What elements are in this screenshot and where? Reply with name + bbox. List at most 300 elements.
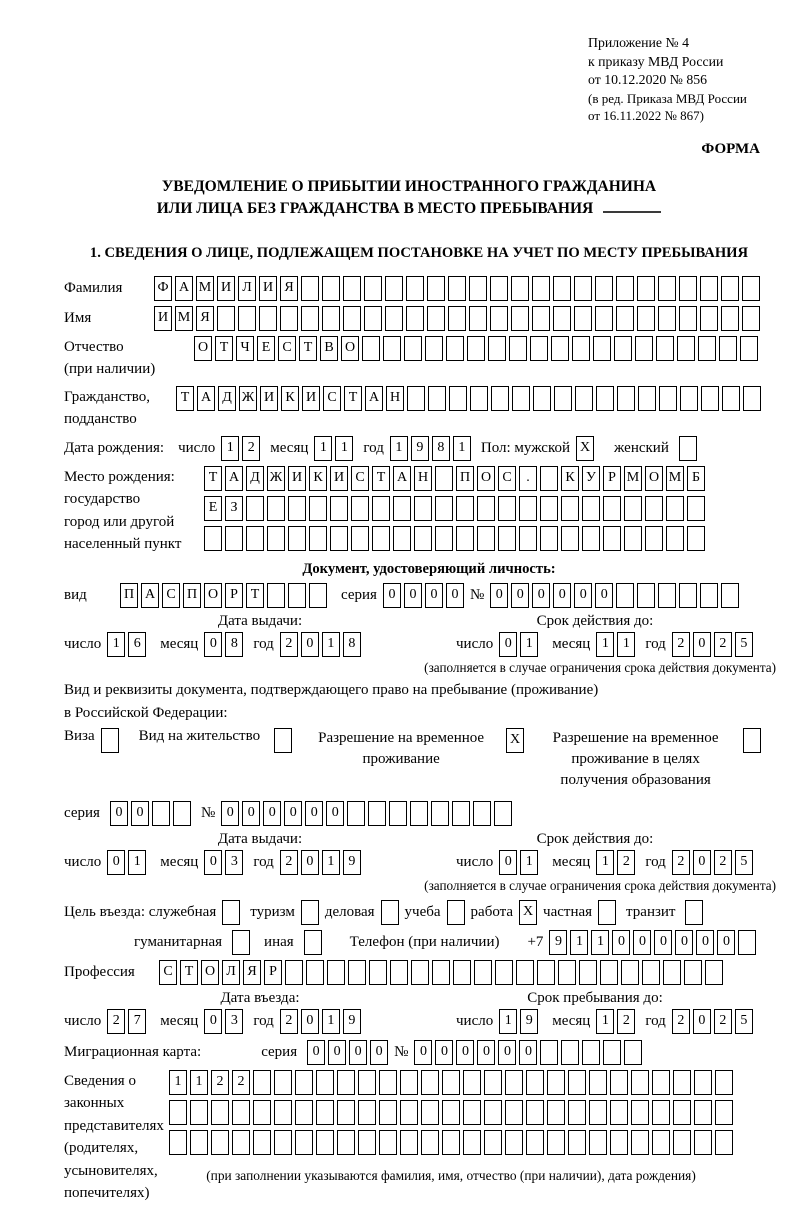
char-cell[interactable] <box>393 526 411 551</box>
name-input[interactable] <box>154 306 760 331</box>
char-cell[interactable] <box>740 336 758 361</box>
char-cell[interactable] <box>673 1100 691 1125</box>
char-cell[interactable]: Л <box>238 276 256 301</box>
char-cell[interactable] <box>540 466 558 491</box>
purpose-official-checkbox[interactable] <box>222 900 240 925</box>
char-cell[interactable] <box>616 276 634 301</box>
char-cell[interactable] <box>488 336 506 361</box>
char-cell[interactable]: К <box>281 386 299 411</box>
char-cell[interactable]: О <box>204 583 222 608</box>
char-cell[interactable]: 1 <box>128 850 146 875</box>
char-cell[interactable]: О <box>201 960 219 985</box>
char-cell[interactable]: 0 <box>498 1040 516 1065</box>
id-number-input[interactable] <box>490 583 739 608</box>
char-cell[interactable] <box>447 900 465 925</box>
char-cell[interactable]: 8 <box>432 436 450 461</box>
char-cell[interactable]: Ф <box>154 276 172 301</box>
char-cell[interactable] <box>330 526 348 551</box>
char-cell[interactable] <box>432 960 450 985</box>
char-cell[interactable]: 9 <box>520 1009 538 1034</box>
char-cell[interactable]: 8 <box>225 632 243 657</box>
char-cell[interactable] <box>169 1100 187 1125</box>
char-cell[interactable]: 0 <box>349 1040 367 1065</box>
char-cell[interactable] <box>435 526 453 551</box>
char-cell[interactable]: 0 <box>301 850 319 875</box>
purpose-work-checkbox[interactable] <box>519 900 537 925</box>
res-issue-year-input[interactable] <box>280 850 361 875</box>
char-cell[interactable]: 2 <box>107 1009 125 1034</box>
char-cell[interactable] <box>385 276 403 301</box>
char-cell[interactable] <box>624 526 642 551</box>
char-cell[interactable] <box>547 1070 565 1095</box>
char-cell[interactable]: 0 <box>675 930 693 955</box>
char-cell[interactable] <box>687 526 705 551</box>
char-cell[interactable] <box>372 496 390 521</box>
char-cell[interactable] <box>582 1040 600 1065</box>
char-cell[interactable] <box>652 1100 670 1125</box>
char-cell[interactable] <box>410 801 428 826</box>
char-cell[interactable]: М <box>196 276 214 301</box>
char-cell[interactable] <box>603 526 621 551</box>
char-cell[interactable]: 0 <box>693 850 711 875</box>
char-cell[interactable]: 2 <box>232 1070 250 1095</box>
char-cell[interactable]: Т <box>215 336 233 361</box>
char-cell[interactable] <box>589 1130 607 1155</box>
char-cell[interactable] <box>442 1070 460 1095</box>
char-cell[interactable] <box>721 583 739 608</box>
char-cell[interactable] <box>400 1070 418 1095</box>
char-cell[interactable] <box>348 960 366 985</box>
char-cell[interactable] <box>484 1100 502 1125</box>
char-cell[interactable] <box>687 496 705 521</box>
char-cell[interactable]: Н <box>414 466 432 491</box>
char-cell[interactable]: Б <box>687 466 705 491</box>
char-cell[interactable] <box>610 1100 628 1125</box>
char-cell[interactable] <box>309 496 327 521</box>
char-cell[interactable] <box>358 1100 376 1125</box>
char-cell[interactable] <box>659 386 677 411</box>
char-cell[interactable]: 0 <box>511 583 529 608</box>
char-cell[interactable]: Е <box>204 496 222 521</box>
char-cell[interactable] <box>435 466 453 491</box>
stay-day-input[interactable] <box>499 1009 538 1034</box>
char-cell[interactable] <box>358 1130 376 1155</box>
char-cell[interactable]: 2 <box>617 1009 635 1034</box>
char-cell[interactable]: 0 <box>414 1040 432 1065</box>
res-valid-month-input[interactable] <box>596 850 635 875</box>
char-cell[interactable] <box>288 496 306 521</box>
char-cell[interactable] <box>309 583 327 608</box>
char-cell[interactable] <box>490 276 508 301</box>
char-cell[interactable]: 2 <box>672 850 690 875</box>
char-cell[interactable] <box>742 306 760 331</box>
char-cell[interactable] <box>253 1100 271 1125</box>
char-cell[interactable]: И <box>302 386 320 411</box>
purpose-business-checkbox[interactable] <box>381 900 399 925</box>
char-cell[interactable]: А <box>175 276 193 301</box>
char-cell[interactable]: Р <box>603 466 621 491</box>
char-cell[interactable]: А <box>141 583 159 608</box>
char-cell[interactable] <box>456 526 474 551</box>
char-cell[interactable] <box>715 1130 733 1155</box>
char-cell[interactable] <box>327 960 345 985</box>
char-cell[interactable]: 0 <box>446 583 464 608</box>
char-cell[interactable] <box>595 276 613 301</box>
char-cell[interactable]: 2 <box>714 850 732 875</box>
entry-day-input[interactable] <box>107 1009 146 1034</box>
char-cell[interactable] <box>743 728 761 753</box>
id-valid-year-input[interactable] <box>672 632 753 657</box>
char-cell[interactable] <box>295 1070 313 1095</box>
profession-input[interactable] <box>159 960 723 985</box>
char-cell[interactable] <box>600 960 618 985</box>
char-cell[interactable] <box>467 336 485 361</box>
char-cell[interactable] <box>663 960 681 985</box>
stay-year-input[interactable] <box>672 1009 753 1034</box>
char-cell[interactable] <box>343 306 361 331</box>
char-cell[interactable] <box>253 1070 271 1095</box>
char-cell[interactable] <box>511 306 529 331</box>
char-cell[interactable] <box>677 336 695 361</box>
char-cell[interactable] <box>484 1130 502 1155</box>
char-cell[interactable] <box>595 306 613 331</box>
birth-month-input[interactable] <box>314 436 353 461</box>
char-cell[interactable]: Е <box>257 336 275 361</box>
char-cell[interactable] <box>505 1100 523 1125</box>
char-cell[interactable] <box>295 1100 313 1125</box>
char-cell[interactable]: С <box>159 960 177 985</box>
char-cell[interactable] <box>301 306 319 331</box>
char-cell[interactable]: 9 <box>411 436 429 461</box>
char-cell[interactable] <box>253 1130 271 1155</box>
representatives-row1-input[interactable] <box>169 1070 733 1095</box>
char-cell[interactable] <box>431 801 449 826</box>
char-cell[interactable] <box>603 1040 621 1065</box>
char-cell[interactable] <box>526 1070 544 1095</box>
mc-series-input[interactable] <box>307 1040 388 1065</box>
visa-checkbox[interactable] <box>101 728 119 753</box>
char-cell[interactable]: 1 <box>520 632 538 657</box>
char-cell[interactable]: О <box>477 466 495 491</box>
char-cell[interactable] <box>267 583 285 608</box>
char-cell[interactable] <box>705 960 723 985</box>
char-cell[interactable]: О <box>645 466 663 491</box>
char-cell[interactable]: 1 <box>335 436 353 461</box>
res-valid-year-input[interactable] <box>672 850 753 875</box>
char-cell[interactable] <box>540 1040 558 1065</box>
char-cell[interactable] <box>190 1130 208 1155</box>
char-cell[interactable] <box>463 1100 481 1125</box>
char-cell[interactable] <box>379 1070 397 1095</box>
char-cell[interactable] <box>259 306 277 331</box>
char-cell[interactable] <box>680 386 698 411</box>
res-number-input[interactable] <box>221 801 512 826</box>
char-cell[interactable] <box>448 306 466 331</box>
char-cell[interactable]: 2 <box>714 632 732 657</box>
char-cell[interactable] <box>477 496 495 521</box>
char-cell[interactable] <box>533 386 551 411</box>
char-cell[interactable] <box>477 526 495 551</box>
char-cell[interactable]: И <box>259 276 277 301</box>
char-cell[interactable]: 2 <box>280 850 298 875</box>
sex-male-checkbox[interactable] <box>576 436 594 461</box>
char-cell[interactable] <box>368 801 386 826</box>
char-cell[interactable]: Я <box>280 276 298 301</box>
char-cell[interactable] <box>379 1100 397 1125</box>
patronymic-input[interactable] <box>194 336 758 361</box>
char-cell[interactable] <box>322 276 340 301</box>
char-cell[interactable]: Н <box>386 386 404 411</box>
char-cell[interactable]: 3 <box>225 850 243 875</box>
char-cell[interactable] <box>301 276 319 301</box>
char-cell[interactable]: 0 <box>499 632 517 657</box>
char-cell[interactable] <box>347 801 365 826</box>
char-cell[interactable] <box>582 496 600 521</box>
char-cell[interactable] <box>232 1130 250 1155</box>
char-cell[interactable] <box>575 386 593 411</box>
char-cell[interactable] <box>322 306 340 331</box>
char-cell[interactable]: X <box>576 436 594 461</box>
char-cell[interactable] <box>532 276 550 301</box>
char-cell[interactable]: Т <box>246 583 264 608</box>
char-cell[interactable]: 0 <box>435 1040 453 1065</box>
char-cell[interactable] <box>537 960 555 985</box>
char-cell[interactable]: 2 <box>280 632 298 657</box>
char-cell[interactable]: Ж <box>239 386 257 411</box>
char-cell[interactable] <box>238 306 256 331</box>
purpose-tourism-checkbox[interactable] <box>301 900 319 925</box>
char-cell[interactable]: 0 <box>301 632 319 657</box>
char-cell[interactable] <box>738 930 756 955</box>
char-cell[interactable] <box>495 960 513 985</box>
char-cell[interactable]: У <box>582 466 600 491</box>
char-cell[interactable] <box>722 386 740 411</box>
char-cell[interactable] <box>389 801 407 826</box>
char-cell[interactable]: В <box>320 336 338 361</box>
char-cell[interactable] <box>598 900 616 925</box>
char-cell[interactable] <box>369 960 387 985</box>
char-cell[interactable] <box>232 1100 250 1125</box>
char-cell[interactable]: 0 <box>383 583 401 608</box>
char-cell[interactable] <box>211 1130 229 1155</box>
char-cell[interactable]: 0 <box>305 801 323 826</box>
char-cell[interactable]: 2 <box>617 850 635 875</box>
char-cell[interactable]: 0 <box>519 1040 537 1065</box>
char-cell[interactable] <box>285 960 303 985</box>
char-cell[interactable] <box>301 900 319 925</box>
char-cell[interactable] <box>393 496 411 521</box>
char-cell[interactable]: М <box>666 466 684 491</box>
char-cell[interactable]: 0 <box>490 583 508 608</box>
char-cell[interactable]: 1 <box>596 632 614 657</box>
mc-number-input[interactable] <box>414 1040 642 1065</box>
char-cell[interactable]: А <box>225 466 243 491</box>
char-cell[interactable]: Д <box>218 386 236 411</box>
char-cell[interactable] <box>700 276 718 301</box>
char-cell[interactable] <box>470 386 488 411</box>
char-cell[interactable]: 2 <box>714 1009 732 1034</box>
char-cell[interactable] <box>309 526 327 551</box>
char-cell[interactable] <box>743 386 761 411</box>
temp-residence-edu-checkbox[interactable] <box>743 728 761 753</box>
char-cell[interactable] <box>484 1070 502 1095</box>
char-cell[interactable] <box>684 960 702 985</box>
char-cell[interactable]: А <box>365 386 383 411</box>
char-cell[interactable] <box>554 386 572 411</box>
char-cell[interactable] <box>316 1100 334 1125</box>
char-cell[interactable]: 0 <box>328 1040 346 1065</box>
char-cell[interactable] <box>512 386 530 411</box>
char-cell[interactable]: X <box>519 900 537 925</box>
char-cell[interactable]: 1 <box>221 436 239 461</box>
char-cell[interactable]: 0 <box>110 801 128 826</box>
char-cell[interactable] <box>304 930 322 955</box>
char-cell[interactable] <box>274 1130 292 1155</box>
char-cell[interactable]: Я <box>243 960 261 985</box>
char-cell[interactable] <box>656 336 674 361</box>
char-cell[interactable]: 5 <box>735 632 753 657</box>
char-cell[interactable]: 0 <box>425 583 443 608</box>
char-cell[interactable] <box>449 386 467 411</box>
char-cell[interactable] <box>337 1100 355 1125</box>
char-cell[interactable] <box>621 960 639 985</box>
char-cell[interactable]: 0 <box>307 1040 325 1065</box>
char-cell[interactable]: 0 <box>612 930 630 955</box>
char-cell[interactable] <box>101 728 119 753</box>
char-cell[interactable]: Т <box>180 960 198 985</box>
purpose-study-checkbox[interactable] <box>447 900 465 925</box>
char-cell[interactable] <box>603 496 621 521</box>
char-cell[interactable] <box>274 728 292 753</box>
char-cell[interactable] <box>624 1040 642 1065</box>
char-cell[interactable]: О <box>194 336 212 361</box>
purpose-humanitarian-checkbox[interactable] <box>232 930 250 955</box>
char-cell[interactable] <box>509 336 527 361</box>
char-cell[interactable] <box>274 1100 292 1125</box>
char-cell[interactable]: 2 <box>211 1070 229 1095</box>
temp-residence-checkbox[interactable] <box>506 728 524 753</box>
char-cell[interactable] <box>446 336 464 361</box>
char-cell[interactable] <box>637 306 655 331</box>
char-cell[interactable] <box>246 526 264 551</box>
char-cell[interactable] <box>427 306 445 331</box>
char-cell[interactable] <box>658 583 676 608</box>
char-cell[interactable] <box>561 1040 579 1065</box>
char-cell[interactable]: Т <box>204 466 222 491</box>
char-cell[interactable]: 1 <box>190 1070 208 1095</box>
char-cell[interactable] <box>673 1130 691 1155</box>
char-cell[interactable] <box>225 526 243 551</box>
char-cell[interactable] <box>700 583 718 608</box>
char-cell[interactable]: М <box>624 466 642 491</box>
char-cell[interactable] <box>635 336 653 361</box>
char-cell[interactable] <box>217 306 235 331</box>
char-cell[interactable]: 7 <box>128 1009 146 1034</box>
char-cell[interactable] <box>558 960 576 985</box>
char-cell[interactable]: . <box>519 466 537 491</box>
entry-month-input[interactable] <box>204 1009 243 1034</box>
char-cell[interactable] <box>494 801 512 826</box>
char-cell[interactable] <box>169 1130 187 1155</box>
char-cell[interactable] <box>553 276 571 301</box>
char-cell[interactable] <box>498 496 516 521</box>
char-cell[interactable] <box>638 386 656 411</box>
char-cell[interactable]: С <box>498 466 516 491</box>
char-cell[interactable] <box>658 276 676 301</box>
char-cell[interactable]: А <box>393 466 411 491</box>
char-cell[interactable]: 0 <box>532 583 550 608</box>
char-cell[interactable]: 0 <box>693 1009 711 1034</box>
id-series-input[interactable] <box>383 583 464 608</box>
char-cell[interactable] <box>631 1130 649 1155</box>
char-cell[interactable] <box>381 900 399 925</box>
char-cell[interactable]: 0 <box>301 1009 319 1034</box>
char-cell[interactable]: 2 <box>280 1009 298 1034</box>
char-cell[interactable] <box>343 276 361 301</box>
char-cell[interactable] <box>473 801 491 826</box>
char-cell[interactable]: К <box>561 466 579 491</box>
char-cell[interactable]: П <box>183 583 201 608</box>
char-cell[interactable]: Р <box>264 960 282 985</box>
char-cell[interactable]: И <box>154 306 172 331</box>
char-cell[interactable] <box>222 900 240 925</box>
char-cell[interactable] <box>698 336 716 361</box>
char-cell[interactable]: 0 <box>370 1040 388 1065</box>
char-cell[interactable] <box>694 1130 712 1155</box>
char-cell[interactable] <box>574 276 592 301</box>
char-cell[interactable] <box>582 526 600 551</box>
entry-year-input[interactable] <box>280 1009 361 1034</box>
char-cell[interactable] <box>645 526 663 551</box>
char-cell[interactable] <box>316 1070 334 1095</box>
char-cell[interactable] <box>316 1130 334 1155</box>
char-cell[interactable] <box>505 1070 523 1095</box>
char-cell[interactable] <box>379 1130 397 1155</box>
char-cell[interactable]: М <box>175 306 193 331</box>
char-cell[interactable] <box>306 960 324 985</box>
char-cell[interactable]: 0 <box>693 632 711 657</box>
char-cell[interactable]: Д <box>246 466 264 491</box>
char-cell[interactable] <box>532 306 550 331</box>
char-cell[interactable] <box>411 960 429 985</box>
char-cell[interactable] <box>288 583 306 608</box>
representatives-row2-input[interactable] <box>169 1100 733 1125</box>
id-issue-day-input[interactable] <box>107 632 146 657</box>
char-cell[interactable]: 0 <box>595 583 613 608</box>
res-valid-day-input[interactable] <box>499 850 538 875</box>
char-cell[interactable] <box>330 496 348 521</box>
birth-year-input[interactable] <box>390 436 471 461</box>
char-cell[interactable] <box>637 583 655 608</box>
char-cell[interactable] <box>414 496 432 521</box>
char-cell[interactable] <box>658 306 676 331</box>
char-cell[interactable]: 9 <box>343 1009 361 1034</box>
purpose-private-checkbox[interactable] <box>598 900 616 925</box>
char-cell[interactable] <box>421 1130 439 1155</box>
char-cell[interactable] <box>463 1130 481 1155</box>
char-cell[interactable]: 0 <box>574 583 592 608</box>
char-cell[interactable]: Т <box>344 386 362 411</box>
char-cell[interactable] <box>637 276 655 301</box>
char-cell[interactable]: 1 <box>617 632 635 657</box>
id-kind-input[interactable] <box>120 583 327 608</box>
char-cell[interactable]: 0 <box>477 1040 495 1065</box>
char-cell[interactable]: И <box>260 386 278 411</box>
char-cell[interactable]: Т <box>176 386 194 411</box>
char-cell[interactable] <box>742 276 760 301</box>
char-cell[interactable] <box>540 526 558 551</box>
char-cell[interactable] <box>642 960 660 985</box>
